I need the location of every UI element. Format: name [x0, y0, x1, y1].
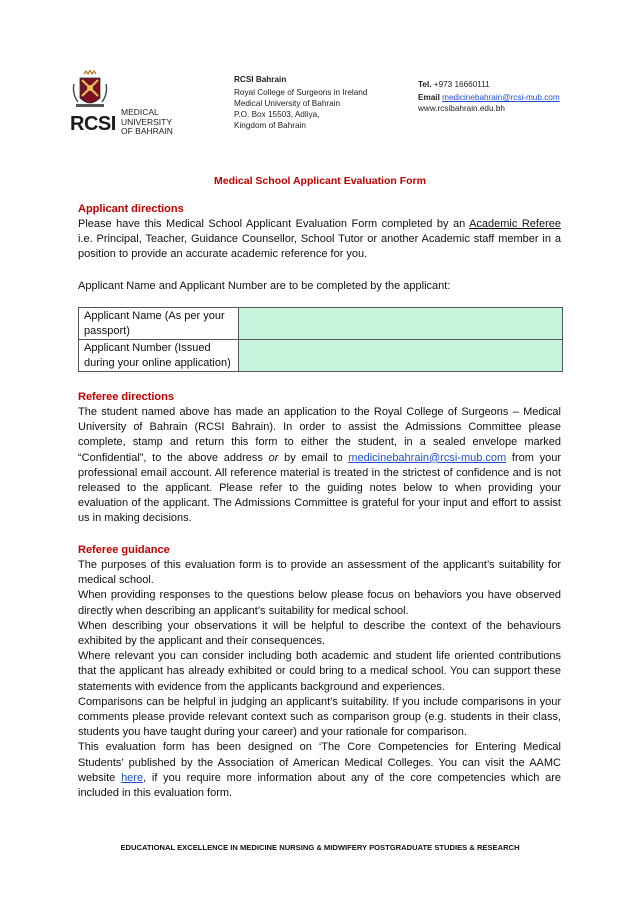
- logo-line: OF BAHRAIN: [121, 126, 173, 136]
- guidance-paragraph: When providing responses to the questions below please focus on behaviors you have observed directly when describing an applicant’s suitability for medical school.: [78, 589, 561, 617]
- applicant-name-label: Applicant Name (As per your passport): [79, 308, 239, 340]
- text-span: The student named above has made an application to the Royal College of Surgeons – Medical University of Bahrain (RCSI Bahrain). In order to assist the Admissions Committee please complete, stamp and return this form to either the student, in a sealed envelope marked “Confidential”, to the above address: [78, 406, 561, 464]
- or-emphasis: or: [268, 451, 279, 464]
- text-span: , if you require more information about any of the core competencies which are included in this evaluation form.: [78, 771, 561, 800]
- applicant-directions-text: [78, 217, 561, 263]
- guidance-paragraph: When describing your observations it will be helpful to describe the context of the behaviours exhibited by the applicant and their consequences.: [78, 619, 561, 648]
- address-line: Kingdom of Bahrain: [234, 121, 306, 130]
- applicant-number-field[interactable]: [239, 340, 563, 372]
- crest-icon: [74, 70, 107, 107]
- text-span: by email to: [278, 451, 349, 464]
- text-span: Please have this Medical School Applicant Evaluation Form completed by an: [78, 218, 470, 230]
- guidance-paragraph: The purposes of this evaluation form is to provide an assessment of the applicant’s suitability for medical school.: [78, 559, 561, 587]
- referee-directions-text: [78, 405, 561, 527]
- logo-line: UNIVERSITY: [121, 116, 173, 127]
- phone-number: +973 16660111: [433, 80, 490, 89]
- table-row: [79, 308, 563, 340]
- guidance-paragraph: Where relevant you can consider including both academic and student life oriented contributions that the applicant has already exhibited or could bring to a medical school. You can support these statements with evidence from the applicants background and experiences.: [78, 650, 561, 693]
- logo-brand: RCSI: [70, 113, 116, 135]
- academic-referee-term: Academic Referee: [469, 218, 561, 230]
- contact-block: [418, 79, 560, 114]
- institution-name: RCSI Bahrain: [234, 75, 287, 84]
- applicant-number-label: Applicant Number (Issued during your online application): [79, 340, 239, 372]
- address-block: [234, 74, 367, 131]
- address-line: Royal College of Surgeons in Ireland: [234, 88, 368, 97]
- email-link[interactable]: medicinebahrain@rcsi-mub.com: [442, 93, 560, 102]
- applicant-name-field[interactable]: [239, 308, 563, 340]
- referee-guidance-body: [78, 558, 561, 801]
- footer-tagline: EDUCATIONAL EXCELLENCE IN MEDICINE NURSING & MIDWIFERY POSTGRADUATE STUDIES & RESEARCH: [120, 843, 520, 852]
- address-line: P.O. Box 15503, Adliya,: [234, 110, 320, 119]
- form-title: Medical School Applicant Evaluation Form: [214, 175, 426, 187]
- text-span: This evaluation form has been designed on ‘The Core Competencies for Entering Medical Students’ published by the Association of American Medical Colleges. You can visit the AAMC website: [78, 741, 561, 784]
- aamc-here-link[interactable]: here: [121, 771, 144, 784]
- applicant-info-table: [78, 307, 563, 372]
- guidance-paragraph: [78, 740, 561, 801]
- email-line: [418, 92, 560, 103]
- email-label: Email: [418, 93, 440, 102]
- table-row: [79, 340, 563, 372]
- phone-line: [418, 79, 560, 90]
- text-span: from your professional email account. All reference material is treated in the strictest of confidence and is not released to the applicant. Please refer to the guiding notes below to when providing your evaluation of the applicant. The Admissions Committee is grateful for your input and effort to assist us in making decisions.: [78, 451, 562, 525]
- guidance-paragraph: Comparisons can be helpful in judging an applicant’s suitability. If you include comparisons in your comments please provide relevant context such as comparison group (e.g. students in their class, students you have taught during your career) and your rationale for comparison.: [78, 695, 561, 739]
- referee-directions-heading: Referee directions: [78, 391, 174, 403]
- referee-guidance-heading: Referee guidance: [78, 544, 170, 556]
- text-span: i.e. Principal, Teacher, Guidance Counsellor, School Tutor or another Academic staff member in a position to provide an accurate academic reference for you.: [78, 233, 561, 261]
- referee-email-link[interactable]: medicinebahrain@rcsi-mub.com: [348, 451, 507, 464]
- applicant-note: Applicant Name and Applicant Number are to be completed by the applicant:: [78, 280, 451, 292]
- logo-university-text: [121, 108, 173, 137]
- website: www.rcsibahrain.edu.bh: [418, 104, 505, 113]
- logo-line: MEDICAL: [121, 107, 159, 117]
- applicant-directions-heading: Applicant directions: [78, 203, 184, 215]
- address-line: Medical University of Bahrain: [234, 99, 341, 108]
- phone-label: Tel.: [418, 80, 432, 89]
